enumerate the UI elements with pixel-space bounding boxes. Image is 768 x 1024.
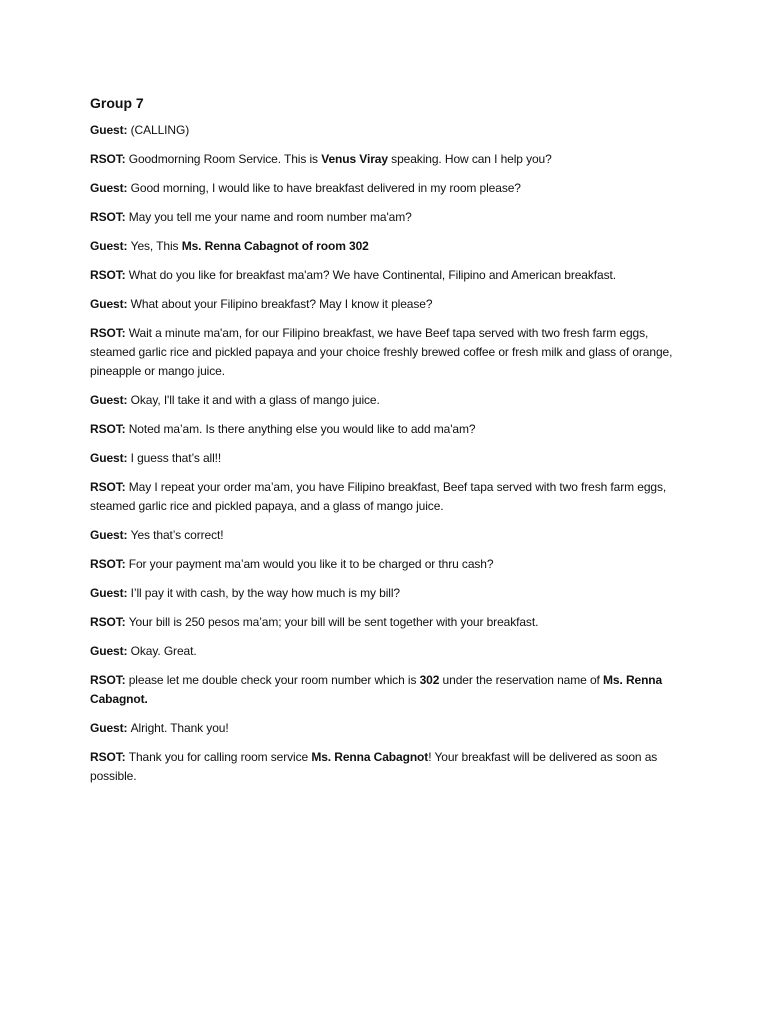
dialogue-line	[90, 613, 680, 632]
dialogue-line	[90, 526, 680, 545]
dialogue-line	[90, 150, 680, 169]
speaker-label: RSOT:	[90, 152, 129, 166]
speaker-label: Guest:	[90, 721, 131, 735]
document-title: Group 7	[90, 95, 144, 111]
speaker-label: Guest:	[90, 297, 131, 311]
dialogue-text: I guess that’s all!!	[130, 451, 222, 465]
dialogue-text: 302	[419, 673, 440, 687]
dialogue-text: May you tell me your name and room number ma'am?	[128, 210, 412, 224]
speaker-label: RSOT:	[90, 326, 129, 340]
speaker-label: RSOT:	[90, 750, 129, 764]
dialogue-line	[90, 719, 680, 738]
dialogue-text: ! Your breakfast will be delivered as soon as possible.	[90, 750, 658, 783]
dialogue-line	[90, 391, 680, 410]
document-page	[90, 94, 680, 796]
dialogue-text: Thank you for calling room service	[128, 750, 312, 764]
dialogue-text: Yes that’s correct!	[130, 528, 224, 542]
speaker-label: Guest:	[90, 451, 131, 465]
speaker-label: Guest:	[90, 393, 131, 407]
dialogue-text: Goodmorning Room Service. This is	[128, 152, 322, 166]
speaker-label: RSOT:	[90, 615, 129, 629]
speaker-label: Guest:	[90, 644, 131, 658]
dialogue-line	[90, 584, 680, 603]
dialogue-text: Venus Viray	[321, 152, 388, 166]
dialogue-line	[90, 420, 680, 439]
dialogue-line	[90, 266, 680, 285]
dialogue-line	[90, 208, 680, 227]
dialogue-line	[90, 671, 680, 709]
speaker-label: RSOT:	[90, 673, 129, 687]
speaker-label: RSOT:	[90, 268, 129, 282]
speaker-label: Guest:	[90, 239, 131, 253]
dialogue-text: What do you like for breakfast ma'am? We have Continental, Filipino and American breakfast.	[128, 268, 616, 282]
dialogue-text: Good morning, I would like to have breakfast delivered in my room please?	[130, 181, 521, 195]
dialogue-text: I’ll pay it with cash, by the way how much is my bill?	[130, 586, 401, 600]
dialogue-text: (CALLING)	[130, 123, 190, 137]
dialogue-text: Wait a minute ma'am, for our Filipino breakfast, we have Beef tapa served with two fresh farm eggs, steamed garlic rice and pickled papaya and your choice freshly brewed coffee or fresh milk and glass of orange, pineapple or mango juice.	[90, 326, 673, 378]
dialogue-line	[90, 237, 680, 256]
dialogue-text: Yes, This	[130, 239, 182, 253]
dialogue-text: speaking. How can I help you?	[387, 152, 552, 166]
dialogue-line	[90, 555, 680, 574]
dialogue-text: Alright. Thank you!	[130, 721, 229, 735]
dialogue-line	[90, 295, 680, 314]
dialogue-text: Okay. Great.	[130, 644, 197, 658]
dialogue-text: under the reservation name of	[439, 673, 603, 687]
dialogue-line	[90, 121, 680, 140]
dialogue-line	[90, 179, 680, 198]
dialogue-text: Noted ma’am. Is there anything else you would like to add ma'am?	[128, 422, 476, 436]
dialogue-text: Okay, I'll take it and with a glass of mango juice.	[130, 393, 380, 407]
speaker-label: Guest:	[90, 528, 131, 542]
dialogue-text: What about your Filipino breakfast? May I know it please?	[130, 297, 433, 311]
dialogue-line	[90, 748, 680, 786]
dialogue-line	[90, 642, 680, 661]
dialogue-transcript	[90, 121, 680, 786]
dialogue-text: Ms. Renna Cabagnot.	[90, 673, 663, 706]
dialogue-text: For your payment ma’am would you like it to be charged or thru cash?	[128, 557, 494, 571]
dialogue-text: Ms. Renna Cabagnot	[311, 750, 429, 764]
speaker-label: RSOT:	[90, 480, 129, 494]
speaker-label: RSOT:	[90, 422, 129, 436]
dialogue-line	[90, 449, 680, 468]
dialogue-text: Ms. Renna Cabagnot of room 302	[181, 239, 369, 253]
speaker-label: Guest:	[90, 181, 131, 195]
dialogue-text: May I repeat your order ma’am, you have Filipino breakfast, Beef tapa served with two fresh farm eggs, steamed garlic rice and pickled papaya, and a glass of mango juice.	[90, 480, 667, 513]
speaker-label: Guest:	[90, 586, 131, 600]
speaker-label: RSOT:	[90, 210, 129, 224]
dialogue-line	[90, 324, 680, 381]
dialogue-text: please let me double check your room number which is	[128, 673, 420, 687]
speaker-label: RSOT:	[90, 557, 129, 571]
dialogue-line	[90, 478, 680, 516]
dialogue-text: Your bill is 250 pesos ma’am; your bill will be sent together with your breakfast.	[128, 615, 539, 629]
speaker-label: Guest:	[90, 123, 131, 137]
